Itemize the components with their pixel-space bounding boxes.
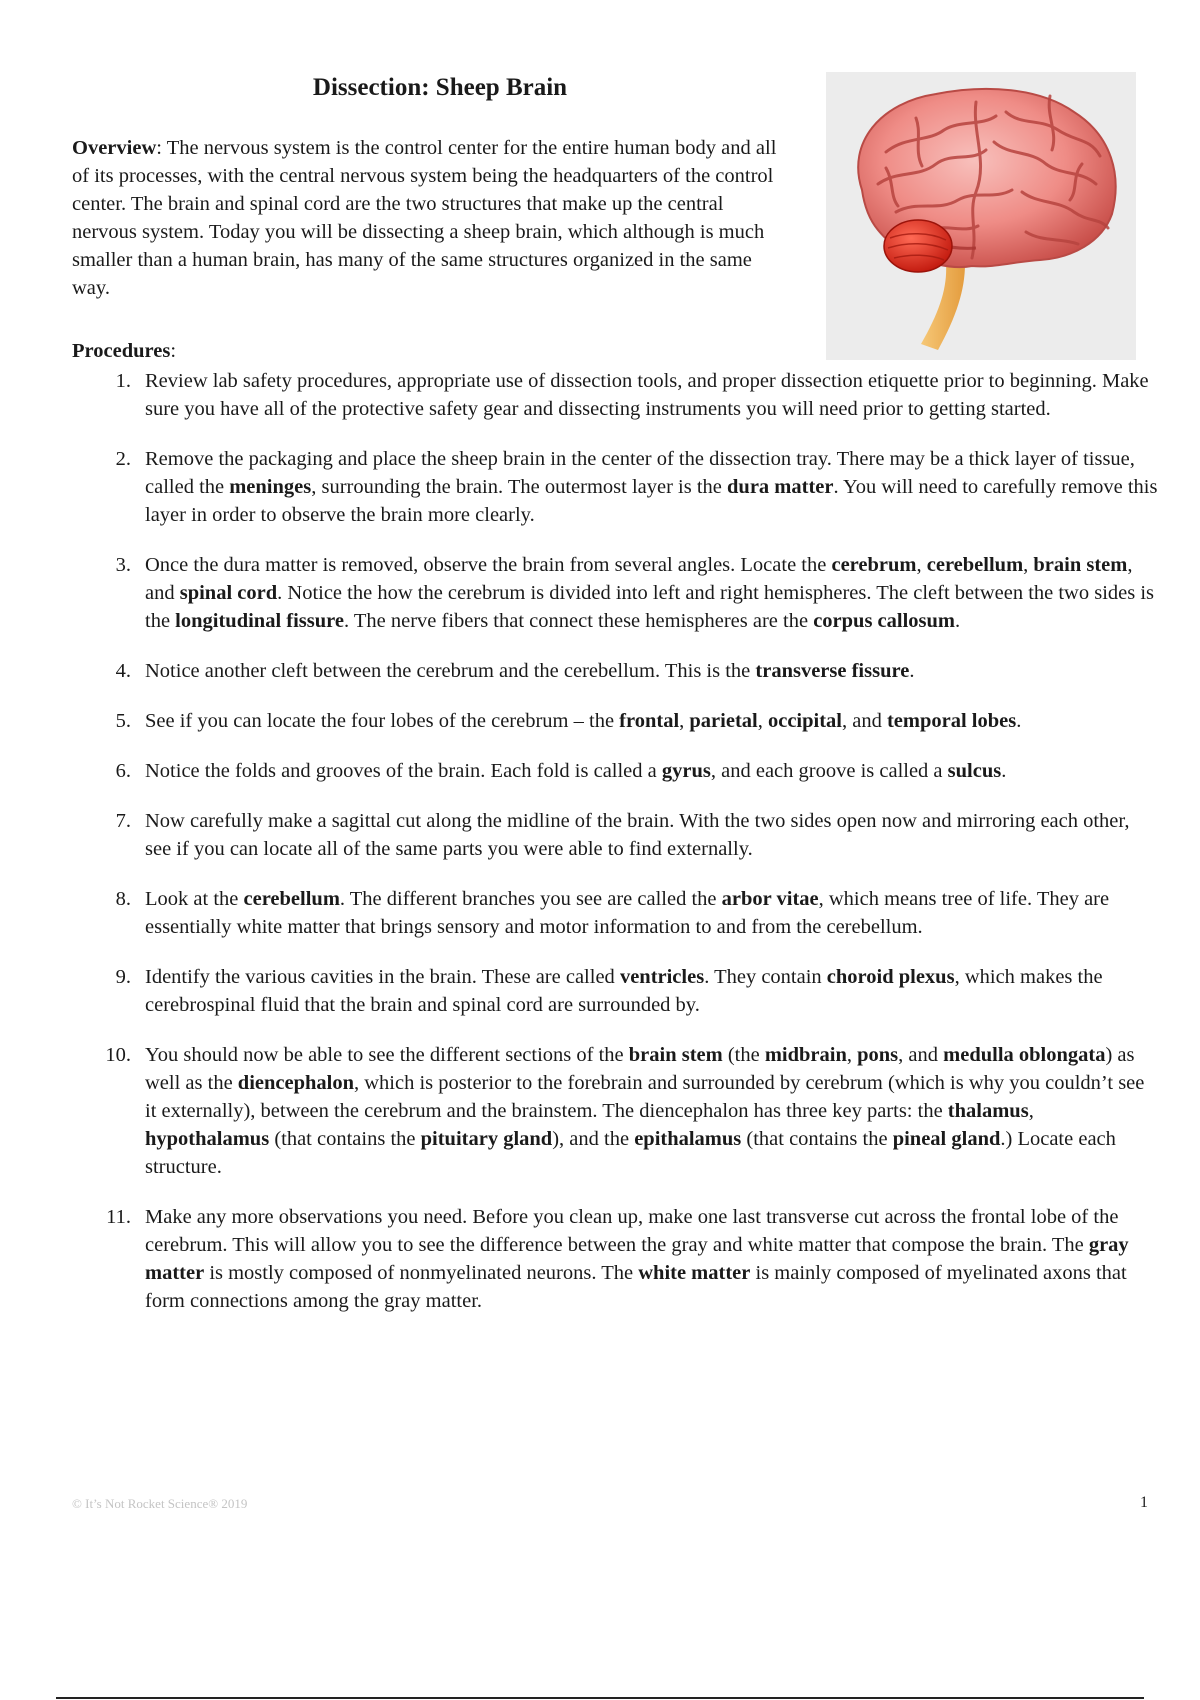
step-text: . The nerve fibers that connect these hemispheres are the xyxy=(343,610,814,632)
key-term: spinal cord xyxy=(179,582,278,604)
procedure-step xyxy=(0,657,1200,685)
step-text: ), and the xyxy=(552,1128,635,1150)
key-term: sulcus xyxy=(947,760,1002,782)
step-text: ) as well as the xyxy=(145,1044,1135,1094)
step-text: , xyxy=(916,554,927,576)
step-text: Now carefully make a sagittal cut along the midline of the brain. With the two sides open now and mirroring each other, see if you can locate all of the same parts you were able to find externally. xyxy=(145,810,1130,860)
key-term: choroid plexus xyxy=(826,966,955,988)
step-text: . xyxy=(909,660,915,682)
procedure-step xyxy=(0,963,1200,1019)
step-text: See if you can locate the four lobes of the cerebrum – the xyxy=(145,710,620,732)
key-term: frontal xyxy=(619,710,680,732)
step-text: .) Locate each structure. xyxy=(145,1128,1116,1178)
step-text: is mostly composed of nonmyelinated neurons. The xyxy=(204,1262,639,1284)
step-text: (that contains the xyxy=(269,1128,421,1150)
key-term: white matter xyxy=(638,1262,751,1284)
procedure-step xyxy=(0,367,1200,423)
step-text: , xyxy=(1023,554,1034,576)
page-number: 1 xyxy=(1140,1494,1148,1511)
step-number: 5. xyxy=(115,710,131,732)
step-text: . The different branches you see are called the xyxy=(339,888,722,910)
key-term: gray matter xyxy=(145,1234,1129,1284)
step-text: Notice another cleft between the cerebrum and the cerebellum. This is the xyxy=(145,660,756,682)
procedure-steps-list xyxy=(0,367,1200,1337)
key-term: longitudinal fissure xyxy=(175,610,344,632)
step-number: 1. xyxy=(115,370,131,392)
step-text: . They contain xyxy=(704,966,827,988)
step-text: , which means tree of life. They are essentially white matter that brings sensory and motor information to and from the cerebellum. xyxy=(145,888,1110,938)
key-term: brain stem xyxy=(1033,554,1128,576)
step-text: , xyxy=(679,710,690,732)
key-term: diencephalon xyxy=(237,1072,354,1094)
bottom-divider xyxy=(56,1697,1144,1699)
step-text: Notice the folds and grooves of the brain. Each fold is called a xyxy=(145,760,662,782)
key-term: parietal xyxy=(689,710,758,732)
key-term: pineal gland xyxy=(892,1128,1001,1150)
key-term: cerebellum xyxy=(926,554,1024,576)
procedure-step xyxy=(0,1041,1200,1181)
overview-label: Overview xyxy=(72,137,157,159)
procedure-step xyxy=(0,885,1200,941)
key-term: cerebrum xyxy=(831,554,917,576)
procedure-step xyxy=(0,807,1200,863)
step-text: (the xyxy=(722,1044,765,1066)
step-number: 7. xyxy=(115,810,131,832)
step-text: . xyxy=(955,610,961,632)
brain-illustration-icon xyxy=(826,72,1136,360)
step-text: Remove the packaging and place the sheep brain in the center of the dissection tray. There may be a thick layer of tissue, called the xyxy=(145,448,1135,498)
procedure-step xyxy=(0,1203,1200,1315)
key-term: thalamus xyxy=(947,1100,1029,1122)
step-number: 9. xyxy=(115,966,131,988)
step-number: 6. xyxy=(115,760,131,782)
step-text: , xyxy=(757,710,768,732)
page-title: Dissection: Sheep Brain xyxy=(312,74,568,101)
key-term: brain stem xyxy=(628,1044,723,1066)
step-text: Look at the xyxy=(145,888,244,910)
step-text: . Notice the how the cerebrum is divided into left and right hemispheres. The cleft between the two sides is the xyxy=(145,582,1155,632)
procedures-colon: : xyxy=(170,340,177,362)
step-text: , and xyxy=(145,554,1133,604)
step-number: 10. xyxy=(105,1044,131,1066)
step-text: , which is posterior to the forebrain and surrounded by cerebrum (which is why you couldn’t see it externally), between the cerebrum and the brainstem. The diencephalon has three key parts: the xyxy=(145,1072,1145,1122)
key-term: corpus callosum xyxy=(813,610,955,632)
key-term: dura matter xyxy=(727,476,834,498)
key-term: temporal lobes xyxy=(886,710,1017,732)
step-text: Make any more observations you need. Before you clean up, make one last transverse cut across the frontal lobe of the cerebrum. This will allow you to see the difference between the gray and white matter that compose the brain. The xyxy=(145,1206,1119,1256)
step-text: , xyxy=(846,1044,858,1066)
step-text: , and xyxy=(842,710,887,732)
procedure-step xyxy=(0,757,1200,785)
key-term: arbor vitae xyxy=(721,888,819,910)
step-number: 2. xyxy=(115,448,131,470)
step-text: Review lab safety procedures, appropriate use of dissection tools, and proper dissection etiquette prior to beginning. Make sure you have all of the protective safety gear and dissecting instruments you will need prior to getting started. xyxy=(145,370,1149,420)
procedures-heading xyxy=(72,340,176,363)
key-term: medulla oblongata xyxy=(943,1044,1106,1066)
overview-text: : The nervous system is the control center for the entire human body and all of its processes, with the central nervous system being the headquarters of the control center. The brain and spinal cord are the two structures that make up the central nervous system. Today you will be dissecting a sheep brain, which although is much smaller than a human brain, has many of the same structures organized in the same way. xyxy=(72,137,777,299)
key-term: meninges xyxy=(229,476,312,498)
step-text: is mainly composed of myelinated axons that form connections among the gray matter. xyxy=(145,1262,1127,1312)
step-text: , and xyxy=(898,1044,944,1066)
key-term: midbrain xyxy=(764,1044,847,1066)
step-number: 4. xyxy=(115,660,131,682)
brain-image xyxy=(826,72,1136,360)
step-text: (that contains the xyxy=(741,1128,893,1150)
key-term: pons xyxy=(857,1044,899,1066)
step-text: , which makes the cerebrospinal fluid that the brain and spinal cord are surrounded by. xyxy=(145,966,1103,1016)
key-term: hypothalamus xyxy=(145,1128,270,1150)
key-term: epithalamus xyxy=(634,1128,742,1150)
key-term: pituitary gland xyxy=(420,1128,553,1150)
overview-paragraph xyxy=(72,134,792,302)
step-text: . xyxy=(1016,710,1022,732)
procedures-label: Procedures xyxy=(72,340,171,362)
key-term: gyrus xyxy=(661,760,711,782)
step-text: Once the dura matter is removed, observe the brain from several angles. Locate the xyxy=(145,554,832,576)
procedure-step xyxy=(0,707,1200,735)
step-number: 11. xyxy=(106,1206,131,1228)
step-text: , and each groove is called a xyxy=(710,760,948,782)
step-text: . You will need to carefully remove this layer in order to observe the brain more clearly. xyxy=(145,476,1158,526)
key-term: cerebellum xyxy=(243,888,340,910)
procedure-step xyxy=(0,445,1200,529)
step-text: Identify the various cavities in the brain. These are called xyxy=(145,966,620,988)
key-term: transverse fissure xyxy=(755,660,910,682)
key-term: occipital xyxy=(767,710,842,732)
step-text: . xyxy=(1001,760,1007,782)
copyright-notice: © It’s Not Rocket Science® 2019 xyxy=(72,1496,248,1511)
key-term: ventricles xyxy=(619,966,705,988)
procedure-step xyxy=(0,551,1200,635)
step-text: , surrounding the brain. The outermost layer is the xyxy=(311,476,728,498)
step-text: , xyxy=(1028,1100,1034,1122)
step-number: 8. xyxy=(115,888,131,910)
step-number: 3. xyxy=(115,554,131,576)
step-text: You should now be able to see the different sections of the xyxy=(145,1044,629,1066)
